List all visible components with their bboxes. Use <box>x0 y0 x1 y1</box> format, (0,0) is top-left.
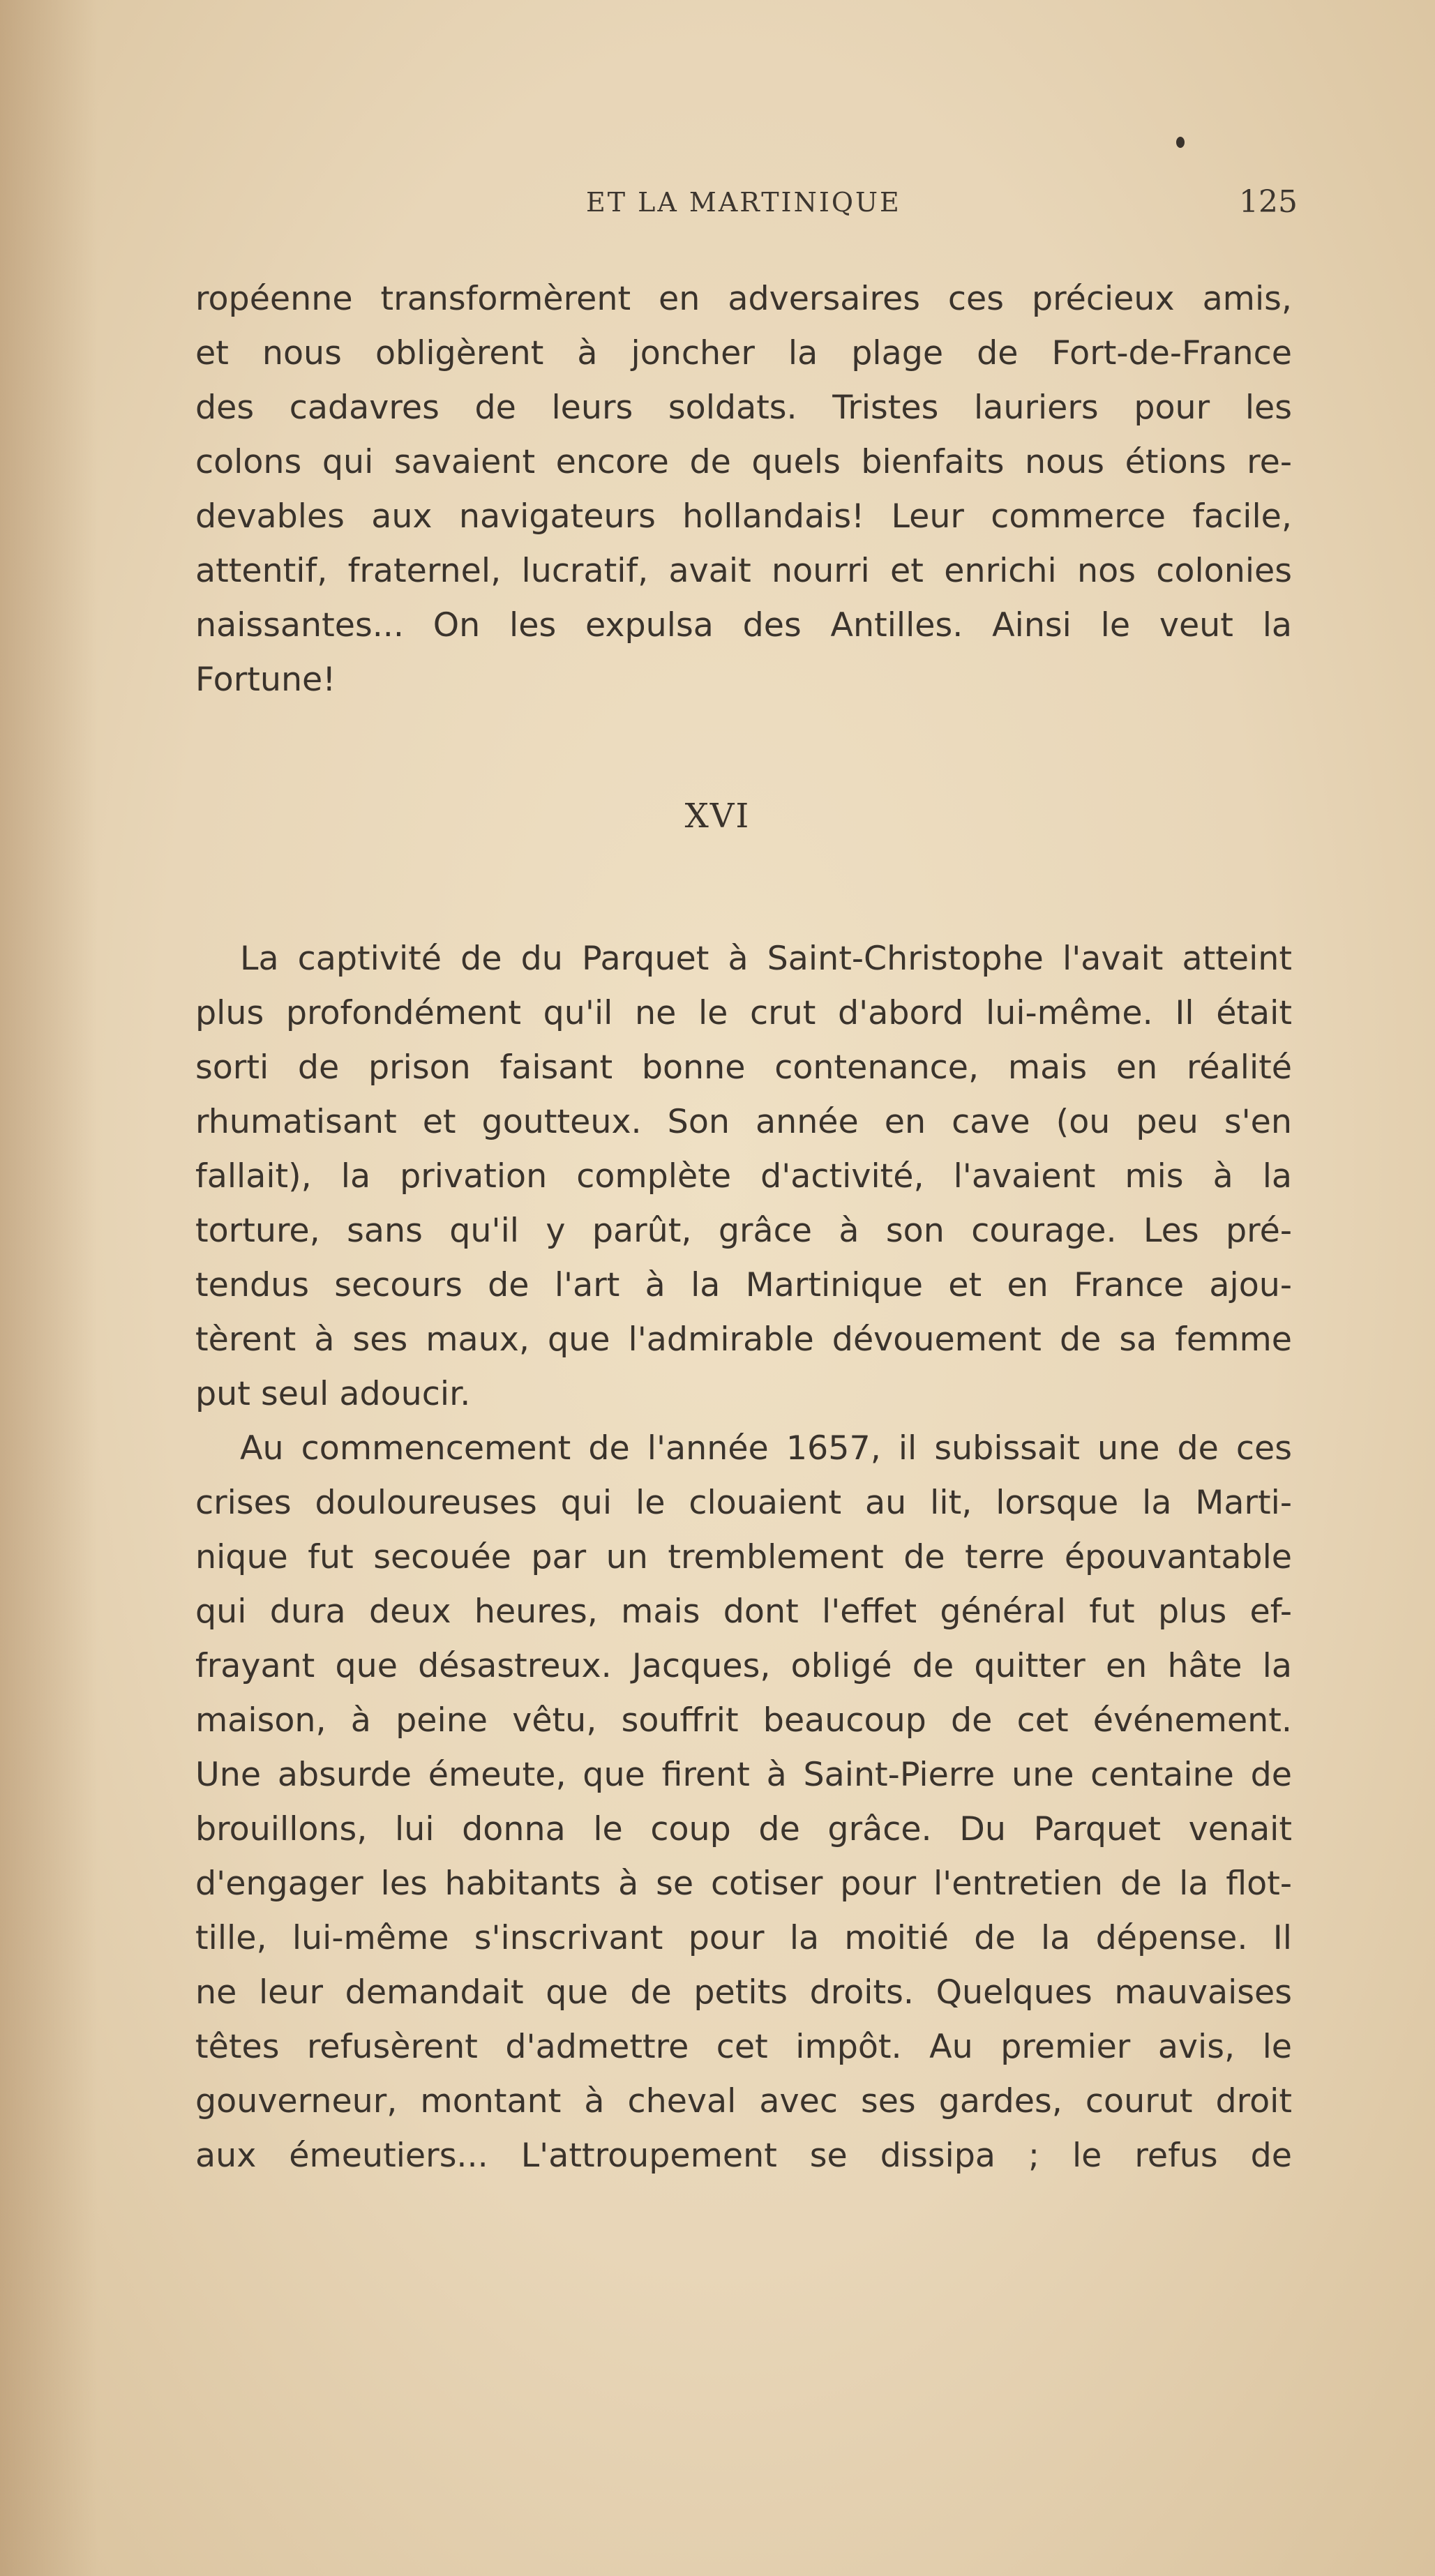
text-line: devables aux navigateurs hollandais! Leur commerce facile, <box>195 497 1292 536</box>
text-line: tendus secours de l'art à la Martinique et en France ajou- <box>195 1266 1292 1304</box>
text-line: aux émeutiers... L'attroupement se dissipa ; le refus de <box>195 2137 1292 2175</box>
text-line: maison, à peine vêtu, souffrit beaucoup de cet événement. <box>195 1701 1292 1740</box>
text-line: ropéenne transformèrent en adversaires ces précieux amis, <box>195 280 1292 318</box>
text-line: fallait), la privation complète d'activité, l'avaient mis à la <box>195 1157 1292 1196</box>
text-line: et nous obligèrent à joncher la plage de Fort-de-France <box>195 334 1292 372</box>
page-number: 125 <box>1239 184 1298 220</box>
text-line: Fortune! <box>195 661 336 699</box>
text-line: torture, sans qu'il y parût, grâce à son courage. Les pré- <box>195 1212 1292 1250</box>
page-edge-shadow <box>0 0 98 2576</box>
paragraph <box>195 932 1292 2183</box>
running-head: ET LA MARTINIQUE <box>586 187 901 218</box>
text-line: d'engager les habitants à se cotiser pour l'entretien de la flot- <box>195 1865 1292 1903</box>
text-line: gouverneur, montant à cheval avec ses gardes, courut droit <box>195 2082 1292 2121</box>
text-line: plus profondément qu'il ne le crut d'abord lui-même. Il était <box>195 994 1292 1032</box>
text-line: La captivité de du Parquet à Saint-Christophe l'avait atteint <box>240 940 1292 978</box>
paragraph-continuation <box>195 272 1292 707</box>
text-line: nique fut secouée par un tremblement de terre épouvantable <box>195 1538 1292 1576</box>
text-line: put seul adoucir. <box>195 1375 471 1413</box>
text-line: tille, lui-même s'inscrivant pour la moitié de la dépense. Il <box>195 1919 1292 1957</box>
text-line: qui dura deux heures, mais dont l'effet général fut plus ef- <box>195 1592 1292 1631</box>
text-line: tèrent à ses maux, que l'admirable dévouement de sa femme <box>195 1320 1292 1359</box>
text-line: ne leur demandait que de petits droits. Quelques mauvaises <box>195 1973 1292 2012</box>
text-line: des cadavres de leurs soldats. Tristes lauriers pour les <box>195 389 1292 427</box>
text-line: sorti de prison faisant bonne contenance, mais en réalité <box>195 1048 1292 1087</box>
text-line: Une absurde émeute, que firent à Saint-Pierre une centaine de <box>195 1756 1292 1794</box>
text-line: brouillons, lui donna le coup de grâce. Du Parquet venait <box>195 1810 1292 1848</box>
text-line: Au commencement de l'année 1657, il subissait une de ces <box>240 1429 1292 1468</box>
text-line: crises douloureuses qui le clouaient au lit, lorsque la Marti- <box>195 1484 1292 1522</box>
text-line: naissantes... On les expulsa des Antilles. Ainsi le veut la <box>195 606 1292 645</box>
text-line: rhumatisant et goutteux. Son année en cave (ou peu s'en <box>195 1103 1292 1141</box>
text-line: colons qui savaient encore de quels bienfaits nous étions re- <box>195 443 1292 481</box>
text-line: attentif, fraternel, lucratif, avait nourri et enrichi nos colonies <box>195 552 1292 590</box>
text-line: frayant que désastreux. Jacques, obligé de quitter en hâte la <box>195 1647 1292 1685</box>
text-line: têtes refusèrent d'admettre cet impôt. Au premier avis, le <box>195 2028 1292 2066</box>
ink-spot <box>1176 137 1185 148</box>
section-heading: XVI <box>684 797 751 836</box>
